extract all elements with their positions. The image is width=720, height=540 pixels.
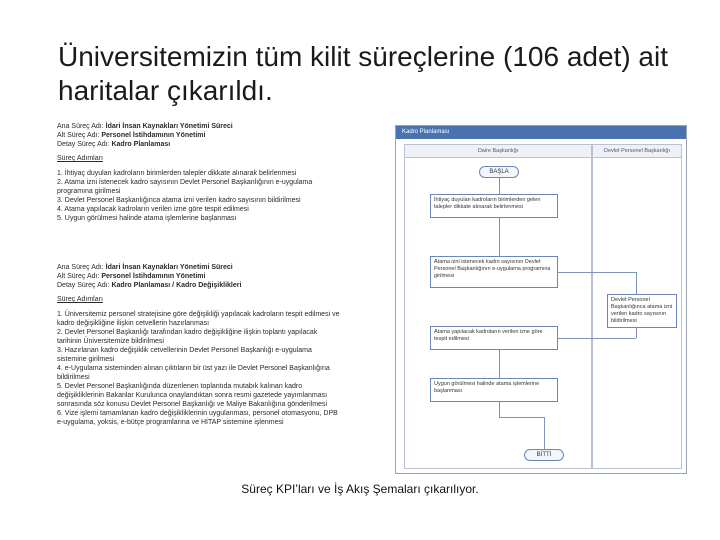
step-item: 3. Hazırlanan kadro değişiklik cetvellerinin Devlet Personel Başkanlığı e-uygulama sistemine girilmesi — [57, 347, 312, 363]
flow-step-4: Atama yapılacak kadroların verilen izne göre tespit edilmesi — [430, 326, 558, 350]
flow-step-5: Uygun görülmesi halinde atama işlemlerine başlanması — [430, 378, 558, 402]
steps-heading: Süreç Adımları — [57, 155, 103, 162]
step-item: 6. Vize işlemi tamamlanan kadro değişikliklerinin uygulanması, personel otomasyonu, DPB e-uygulama, yoksis, e-bütçe programlarına ve HİTAP sistemine işlenmesi — [57, 410, 338, 426]
flowchart-title: Kadro Planlaması — [396, 126, 686, 139]
flowchart-panel — [395, 125, 687, 474]
step-item: 1. Üniversitemiz personel stratejisine göre değişikliği yapılacak kadroların tespit edilmesi ve kadro değişikliğine ilişkin cetvellerin hazırlanması — [57, 311, 340, 327]
slide-title: Üniversitemizin tüm kilit süreçlerine (106 adet) ait haritalar çıkarıldı. — [58, 41, 668, 106]
flow-arrow — [544, 417, 545, 449]
lane-daire-baskanligi — [404, 144, 592, 469]
lane-title: Daire Başkanlığı — [405, 145, 591, 158]
step-item: 2. Devlet Personel Başkanlığı tarafından kadro değişikliğine ilişkin toplantı yapılacak tarihinin Üniversitemize bildirilmesi — [57, 329, 318, 345]
sub-process-value: Personel İstihdamının Yönetimi — [101, 132, 206, 139]
sub-process-label: Alt Süreç Adı: — [57, 132, 102, 139]
step-item: 5. Uygun görülmesi halinde atama işlemlerine başlanması — [57, 215, 237, 222]
flow-arrow — [636, 272, 637, 294]
main-process-label: Ana Süreç Adı: — [57, 264, 106, 271]
flow-arrow — [558, 338, 636, 339]
sub-process-line — [57, 131, 342, 140]
step-item: 5. Devlet Personel Başkanlığında düzenlenen toplantıda mutabık kalınan kadro değişikliklerinin Bakanlar Kurulunca onaylandıktan sonra resmi gazetede yayımlanması sonrasında söz konusu Devlet Personel Başkanlığı ve Maliye Bakanlığına gönderilmesi — [57, 383, 328, 408]
steps-list — [57, 169, 342, 223]
detail-process-line — [57, 140, 342, 149]
sub-process-value: Personel İstihdamının Yönetimi — [101, 273, 206, 280]
sub-process-line — [57, 272, 342, 281]
process-block-kadro-planlamasi — [57, 122, 342, 223]
slide-caption: Süreç KPI’ları ve İş Akış Şemaları çıkarılıyor. — [241, 482, 479, 496]
flow-arrow — [636, 328, 637, 338]
process-block-kadro-degisiklikleri — [57, 263, 342, 427]
main-process-line — [57, 263, 342, 272]
step-item: 4. Atama yapılacak kadroların verilen izne göre tespit edilmesi — [57, 206, 249, 213]
flow-arrow — [499, 350, 500, 378]
detail-process-value: Kadro Planlaması — [111, 141, 171, 148]
start-node: BAŞLA — [479, 166, 519, 178]
flow-arrow — [558, 272, 636, 273]
swimlanes — [404, 144, 682, 469]
main-process-label: Ana Süreç Adı: — [57, 123, 106, 130]
flow-arrow — [499, 402, 500, 417]
lane-title: Devlet Personel Başkanlığı — [593, 145, 681, 158]
process-description-panel — [57, 122, 342, 462]
flow-arrow — [499, 218, 500, 256]
main-process-value: İdari İnsan Kaynakları Yönetimi Süreci — [105, 264, 233, 271]
step-item: 2. Atama izni istenecek kadro sayısının Devlet Personel Başkanlığının e-uygulama programına girilmesi — [57, 179, 313, 195]
steps-list — [57, 310, 342, 427]
main-process-line — [57, 122, 342, 131]
main-process-value: İdari İnsan Kaynakları Yönetimi Süreci — [105, 123, 233, 130]
flow-arrow — [499, 178, 500, 194]
step-item: 4. e-Uygulama sisteminden alınan çıktıların bir üst yazı ile Devlet Personel Başkanlığına bildirilmesi — [57, 365, 330, 381]
steps-heading: Süreç Adımları — [57, 296, 103, 303]
sub-process-label: Alt Süreç Adı: — [57, 273, 102, 280]
end-node: BİTTİ — [524, 449, 564, 461]
flow-step-1: İhtiyaç duyulan kadroların birimlerden gelen talepler dikkate alınarak belirlenmesi — [430, 194, 558, 218]
detail-process-line — [57, 281, 342, 290]
flow-step-3: Devlet Personel Başkanlığınca atama izni verilen kadro sayısının bildirilmesi — [607, 294, 677, 328]
step-item: 3. Devlet Personel Başkanlığınca atama izni verilen kadro sayısının bildirilmesi — [57, 197, 301, 204]
detail-process-label: Detay Süreç Adı: — [57, 282, 112, 289]
detail-process-label: Detay Süreç Adı: — [57, 141, 112, 148]
detail-process-value: Kadro Planlaması / Kadro Değişiklikleri — [111, 282, 242, 289]
flow-arrow — [499, 417, 544, 418]
flow-step-2: Atama izni istenecek kadro sayısının Devlet Personel Başkanlığının e-uygulama programına girilmesi — [430, 256, 558, 288]
step-item: 1. İhtiyaç duyulan kadroların birimlerden talepler dikkate alınarak belirlenmesi — [57, 170, 297, 177]
